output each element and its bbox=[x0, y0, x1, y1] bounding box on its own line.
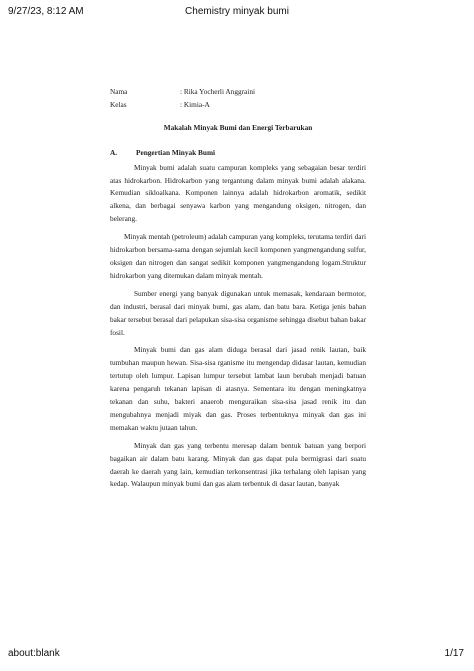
author-info bbox=[110, 86, 366, 112]
paragraph: Minyak mentah (petroleum) adalah campuran yang kompleks, terutama terdiri dari hidrokarbon bersama-sama dengan sejumlah kecil komponen yangmengandung sulfur, oksigen dan nitrogen dan sangat sedikit komponen yangmengandung logam.Struktur hidrokarbon yang ditemukan dalam minyak mentah. bbox=[110, 232, 366, 280]
document-title: Makalah Minyak Bumi dan Energi Terbarukan bbox=[163, 122, 313, 132]
document-body bbox=[110, 86, 366, 496]
paragraph: Sumber energi yang banyak digunakan untuk memasak, kendaraan bermotor, dan industri, berasal dari minyak bumi, gas alam, dan batu bara. Ketiga jenis bahan bakar tersebut berasal dari pelapukan sisa-sisa organisme sehingga disebut bahan bakar fosil. bbox=[110, 288, 366, 337]
section-number: A. bbox=[110, 147, 118, 157]
paragraph: Minyak dan gas yang terbentu meresap dalam bentuk batuan yang berpori bagaikan air dalam batu karang. Minyak dan gas dapat pula bermigrasi dari suatu daerah ke daerah yang lain, kemudian terkonsentrasi jika terhalang oleh lapisan yang kedap. Walaupun minyak bumi dan gas alam terbentuk di dasar lautan, banyak bbox=[110, 440, 366, 489]
meta-row-kelas bbox=[110, 99, 366, 112]
section-title: Pengertian Minyak Bumi bbox=[136, 147, 216, 157]
paragraph: Minyak bumi adalah suatu campuran kompleks yang sebagaian besar terdiri atas hidrokarbon. Hidrokarbon yang tergantung dalam minyak bumi adalah alakana. Kemudian sikloalkana. Komponen lainnya adalah hidrokarbon aromatik, sedikit alkena, dan berbagai senyawa karbon yang mengandung oksigen, nitrogen, dan belerang. bbox=[110, 162, 366, 224]
print-footer bbox=[0, 648, 474, 662]
meta-row-nama bbox=[110, 86, 366, 99]
meta-value: : Kimia-A bbox=[180, 99, 210, 109]
print-datetime: 9/27/23, 8:12 AM bbox=[8, 6, 84, 17]
paragraph: Minyak bumi dan gas alam diduga berasal dari jasad renik lautan, baik tumbuhan maupun hewan. Sisa-sisa rganisme itu mengendap didasar lautan, kemudian tertutup oleh lumpur. Lapisan lumpur tersebut lambat laun berubah menjadi batuan karena pengaruh tekanan lapisan di atasnya. Sementara itu dengan meningkatnya tekanan dan suhu, bakteri anaerob menguraikan sisa-sisa jasad renik itu dan mengubahnya menjadi miyak dan gas. Proses terbentuknya minyak dan gas ini memakan waktu jutaan tahun. bbox=[110, 345, 366, 432]
section-heading bbox=[110, 147, 366, 160]
meta-key: Kelas bbox=[110, 99, 127, 109]
page-number: 1/17 bbox=[444, 648, 464, 659]
print-header bbox=[0, 6, 474, 20]
meta-key: Nama bbox=[110, 87, 128, 96]
print-title: Chemistry minyak bumi bbox=[185, 6, 289, 17]
print-url: about:blank bbox=[8, 648, 60, 659]
meta-value: : Rika Yocherli Anggraini bbox=[180, 87, 255, 96]
